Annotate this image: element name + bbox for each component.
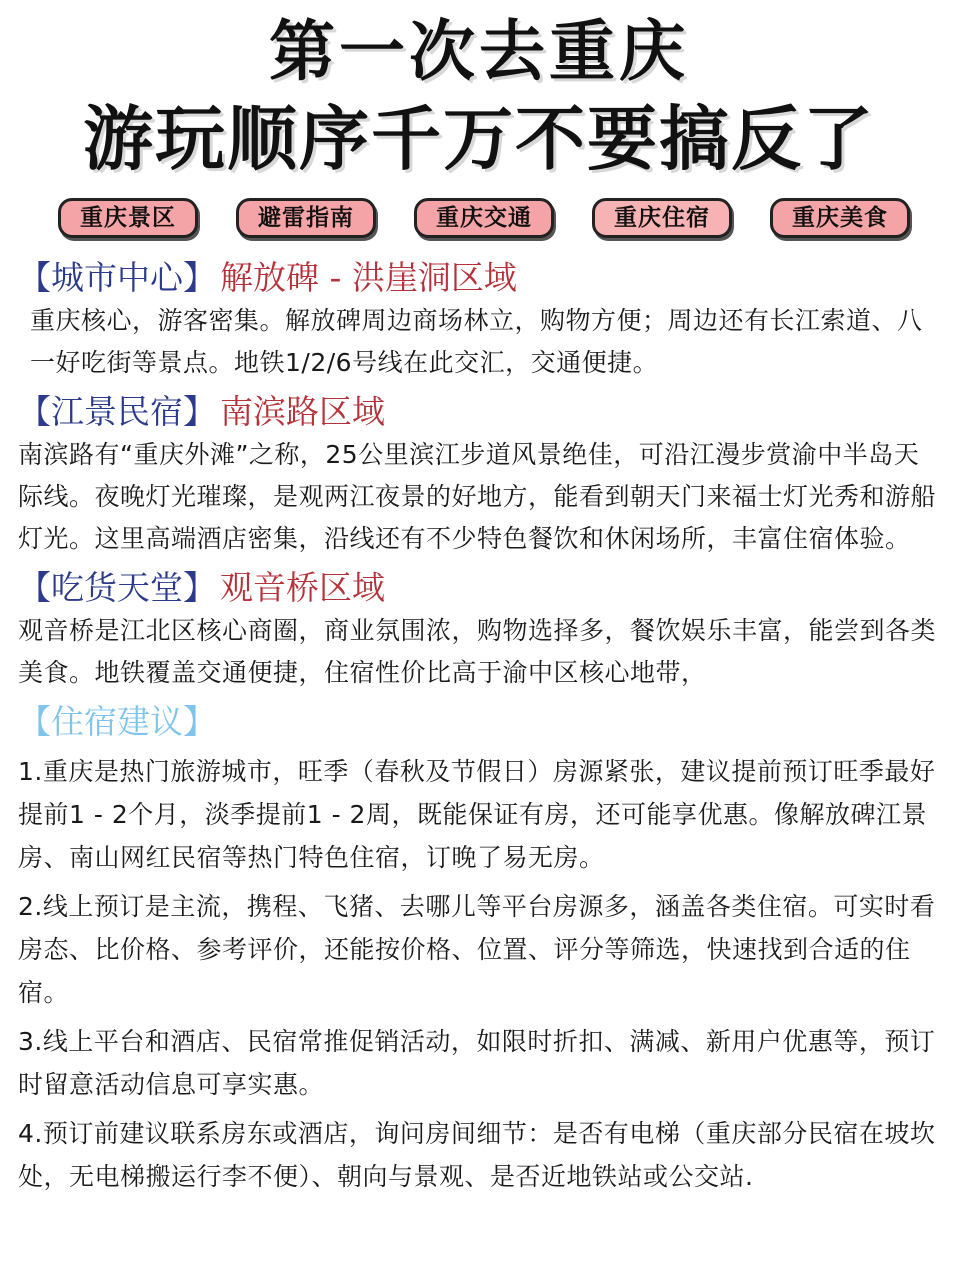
section-heading — [18, 566, 940, 610]
section-label: 【江景民宿】 — [18, 392, 216, 431]
section-title: 观音桥区域 — [220, 568, 385, 607]
section-body: 观音桥是江北区核心商圈，商业氛围浓，购物选择多，餐饮娱乐丰富，能尝到各类美食。地铁覆盖交通便捷，住宿性价比高于渝中区核心地带， — [18, 616, 937, 687]
section-heading — [18, 390, 940, 434]
tag-bar — [0, 188, 958, 238]
list-item: 1.重庆是热门旅游城市，旺季（春秋及节假日）房源紧张，建议提前预订旺季最好提前1 - 2个月，淡季提前1 - 2周，既能保证有房，还可能享优惠。像解放碑江景房、南山网红民宿等热门特色住宿，订晚了易无房。 — [18, 757, 936, 872]
section-riverside — [18, 390, 940, 560]
list-item: 4.预订前建议联系房东或酒店，询问房间细节：是否有电梯（重庆部分民宿在坡坎处，无电梯搬运行李不便）、朝向与景观、是否近地铁站或公交站. — [18, 1119, 936, 1191]
section-heading — [18, 256, 940, 300]
page-title-line2: 游玩顺序千万不要搞反了 — [83, 98, 875, 180]
tag-lodging[interactable]: 重庆住宿 — [592, 198, 732, 238]
section-title: 解放碑 - 洪崖洞区域 — [220, 258, 517, 297]
tag-transport[interactable]: 重庆交通 — [414, 198, 554, 238]
tag-food[interactable]: 重庆美食 — [770, 198, 910, 238]
section-body: 南滨路有“重庆外滩”之称，25公里滨江步道风景绝佳，可沿江漫步赏渝中半岛天际线。夜晚灯光璀璨，是观两江夜景的好地方，能看到朝天门来福士灯光秀和游船灯光。这里高端酒店密集，沿线还有不少特色餐饮和休闲场所，丰富住宿体验。 — [18, 440, 937, 553]
section-foodie — [18, 566, 940, 694]
section-body: 重庆核心，游客密集。解放碑周边商场林立，购物方便；周边还有长江索道、八一好吃街等景点。地铁1/2/6号线在此交汇，交通便捷。 — [30, 306, 923, 377]
section-advice — [18, 700, 940, 1198]
section-city-center — [18, 256, 940, 384]
section-label: 【吃货天堂】 — [18, 568, 216, 607]
section-label: 【住宿建议】 — [18, 702, 216, 741]
section-label: 【城市中心】 — [18, 258, 216, 297]
section-heading — [18, 700, 940, 744]
content — [0, 238, 958, 1198]
page-title-line1: 第一次去重庆 — [269, 13, 689, 90]
section-title: 南滨路区域 — [220, 392, 385, 431]
tag-scenic[interactable]: 重庆景区 — [58, 198, 198, 238]
advice-list — [18, 750, 940, 1198]
list-item: 2.线上预订是主流，携程、飞猪、去哪儿等平台房源多，涵盖各类住宿。可实时看房态、比价格、参考评价，还能按价格、位置、评分等筛选，快速找到合适的住宿。 — [18, 892, 936, 1007]
tag-pitfall-guide[interactable]: 避雷指南 — [236, 198, 376, 238]
list-item: 3.线上平台和酒店、民宿常推促销活动，如限时折扣、满减、新用户优惠等，预订时留意活动信息可享实惠。 — [18, 1027, 936, 1099]
